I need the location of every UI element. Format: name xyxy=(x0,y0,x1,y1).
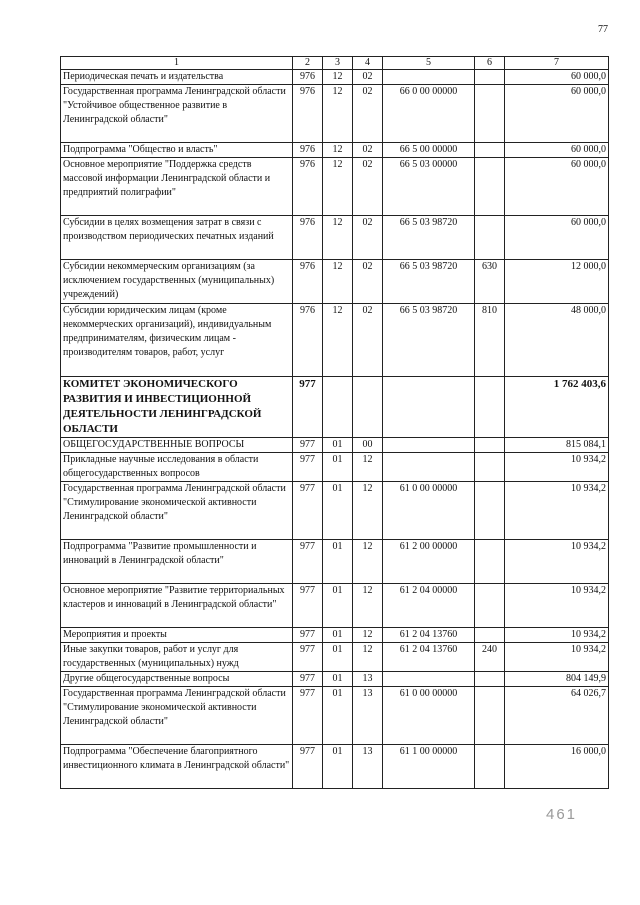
cell-amount: 60 000,0 xyxy=(505,216,609,260)
header-col-5: 5 xyxy=(383,57,475,70)
cell-expense-type xyxy=(475,377,505,438)
header-col-7: 7 xyxy=(505,57,609,70)
cell-target-article: 61 2 00 00000 xyxy=(383,540,475,584)
table-row xyxy=(61,70,609,85)
cell-target-article xyxy=(383,672,475,687)
cell-expense-type xyxy=(475,540,505,584)
cell-name: Государственная программа Ленинградской области "Стимулирование экономической активности Ленинградской области" xyxy=(61,482,293,540)
cell-ministry-code: 976 xyxy=(293,143,323,158)
table-row xyxy=(61,143,609,158)
cell-amount: 10 934,2 xyxy=(505,643,609,672)
cell-ministry-code: 977 xyxy=(293,377,323,438)
table-row xyxy=(61,540,609,584)
cell-ministry-code: 977 xyxy=(293,482,323,540)
cell-section: 01 xyxy=(323,643,353,672)
header-col-2: 2 xyxy=(293,57,323,70)
cell-subsection: 02 xyxy=(353,216,383,260)
cell-section: 01 xyxy=(323,482,353,540)
cell-subsection: 13 xyxy=(353,745,383,789)
cell-target-article xyxy=(383,70,475,85)
cell-ministry-code: 976 xyxy=(293,70,323,85)
table-row xyxy=(61,260,609,304)
cell-expense-type xyxy=(475,482,505,540)
cell-subsection: 00 xyxy=(353,438,383,453)
cell-amount: 10 934,2 xyxy=(505,584,609,628)
cell-name: Субсидии в целях возмещения затрат в связи с производством периодических печатных изданий xyxy=(61,216,293,260)
cell-amount: 12 000,0 xyxy=(505,260,609,304)
cell-expense-type xyxy=(475,453,505,482)
cell-target-article xyxy=(383,377,475,438)
cell-subsection: 12 xyxy=(353,628,383,643)
table-row xyxy=(61,643,609,672)
table-row xyxy=(61,628,609,643)
cell-section: 12 xyxy=(323,304,353,377)
cell-expense-type xyxy=(475,70,505,85)
cell-amount: 16 000,0 xyxy=(505,745,609,789)
cell-section: 12 xyxy=(323,158,353,216)
cell-amount: 60 000,0 xyxy=(505,70,609,85)
cell-target-article: 66 0 00 00000 xyxy=(383,85,475,143)
cell-ministry-code: 977 xyxy=(293,628,323,643)
cell-target-article xyxy=(383,453,475,482)
cell-name: Прикладные научные исследования в области общегосударственных вопросов xyxy=(61,453,293,482)
table-row xyxy=(61,438,609,453)
cell-name: Государственная программа Ленинградской области "Устойчивое общественное развитие в Ленинградской области" xyxy=(61,85,293,143)
cell-subsection: 12 xyxy=(353,482,383,540)
cell-section: 01 xyxy=(323,687,353,745)
cell-name: Периодическая печать и издательства xyxy=(61,70,293,85)
cell-amount: 64 026,7 xyxy=(505,687,609,745)
cell-section: 12 xyxy=(323,216,353,260)
cell-target-article: 61 2 04 00000 xyxy=(383,584,475,628)
cell-amount: 815 084,1 xyxy=(505,438,609,453)
cell-ministry-code: 977 xyxy=(293,453,323,482)
cell-target-article: 66 5 03 98720 xyxy=(383,216,475,260)
cell-name: Мероприятия и проекты xyxy=(61,628,293,643)
table-row xyxy=(61,304,609,377)
cell-expense-type xyxy=(475,85,505,143)
cell-target-article: 66 5 00 00000 xyxy=(383,143,475,158)
cell-section: 01 xyxy=(323,628,353,643)
header-col-3: 3 xyxy=(323,57,353,70)
cell-target-article: 66 5 03 98720 xyxy=(383,304,475,377)
cell-name: КОМИТЕТ ЭКОНОМИЧЕСКОГО РАЗВИТИЯ И ИНВЕСТИЦИОННОЙ ДЕЯТЕЛЬНОСТИ ЛЕНИНГРАДСКОЙ ОБЛАСТИ xyxy=(61,377,293,438)
table-row xyxy=(61,377,609,438)
cell-name: Основное мероприятие "Развитие территориальных кластеров и инноваций в Ленинградской области" xyxy=(61,584,293,628)
header-col-1: 1 xyxy=(61,57,293,70)
table-row xyxy=(61,482,609,540)
cell-section: 01 xyxy=(323,453,353,482)
table-row xyxy=(61,85,609,143)
cell-expense-type xyxy=(475,438,505,453)
cell-amount: 10 934,2 xyxy=(505,453,609,482)
cell-ministry-code: 977 xyxy=(293,438,323,453)
cell-amount: 60 000,0 xyxy=(505,85,609,143)
cell-ministry-code: 977 xyxy=(293,687,323,745)
header-col-6: 6 xyxy=(475,57,505,70)
cell-subsection: 02 xyxy=(353,260,383,304)
cell-expense-type: 810 xyxy=(475,304,505,377)
header-col-4: 4 xyxy=(353,57,383,70)
table-body xyxy=(61,70,609,789)
cell-amount: 60 000,0 xyxy=(505,158,609,216)
cell-target-article: 61 2 04 13760 xyxy=(383,643,475,672)
table-header-row xyxy=(61,57,609,70)
cell-section: 12 xyxy=(323,85,353,143)
cell-expense-type xyxy=(475,143,505,158)
cell-expense-type xyxy=(475,158,505,216)
cell-ministry-code: 976 xyxy=(293,304,323,377)
cell-subsection: 02 xyxy=(353,143,383,158)
cell-target-article: 61 0 00 00000 xyxy=(383,482,475,540)
cell-target-article: 66 5 03 00000 xyxy=(383,158,475,216)
cell-amount: 10 934,2 xyxy=(505,628,609,643)
cell-ministry-code: 976 xyxy=(293,85,323,143)
cell-ministry-code: 977 xyxy=(293,643,323,672)
budget-table xyxy=(60,56,609,789)
cell-ministry-code: 976 xyxy=(293,158,323,216)
cell-section xyxy=(323,377,353,438)
cell-name: Основное мероприятие "Поддержка средств массовой информации Ленинградской области и предприятий полиграфии" xyxy=(61,158,293,216)
table-row xyxy=(61,158,609,216)
cell-expense-type xyxy=(475,745,505,789)
cell-target-article: 66 5 03 98720 xyxy=(383,260,475,304)
cell-subsection: 12 xyxy=(353,584,383,628)
cell-section: 01 xyxy=(323,672,353,687)
table-row xyxy=(61,745,609,789)
cell-ministry-code: 977 xyxy=(293,584,323,628)
cell-subsection xyxy=(353,377,383,438)
cell-section: 01 xyxy=(323,438,353,453)
cell-ministry-code: 977 xyxy=(293,672,323,687)
cell-expense-type xyxy=(475,216,505,260)
cell-subsection: 13 xyxy=(353,672,383,687)
cell-amount: 804 149,9 xyxy=(505,672,609,687)
cell-name: Подпрограмма "Развитие промышленности и инноваций в Ленинградской области" xyxy=(61,540,293,584)
cell-expense-type xyxy=(475,672,505,687)
cell-subsection: 02 xyxy=(353,70,383,85)
table-row xyxy=(61,453,609,482)
cell-name: Другие общегосударственные вопросы xyxy=(61,672,293,687)
cell-expense-type xyxy=(475,687,505,745)
table-row xyxy=(61,672,609,687)
cell-name: Субсидии некоммерческим организациям (за исключением государственных (муниципальных) учреждений) xyxy=(61,260,293,304)
cell-name: ОБЩЕГОСУДАРСТВЕННЫЕ ВОПРОСЫ xyxy=(61,438,293,453)
page-number: 77 xyxy=(598,24,608,35)
cell-subsection: 02 xyxy=(353,85,383,143)
cell-section: 01 xyxy=(323,584,353,628)
cell-ministry-code: 977 xyxy=(293,540,323,584)
cell-name: Подпрограмма "Общество и власть" xyxy=(61,143,293,158)
cell-amount: 48 000,0 xyxy=(505,304,609,377)
cell-name: Субсидии юридическим лицам (кроме некоммерческих организаций), индивидуальным предпринимателям, физическим лицам - производителям товаров, работ, услуг xyxy=(61,304,293,377)
cell-amount: 1 762 403,6 xyxy=(505,377,609,438)
cell-target-article xyxy=(383,438,475,453)
page-stamp: 461 xyxy=(546,806,578,823)
cell-subsection: 02 xyxy=(353,304,383,377)
cell-expense-type xyxy=(475,584,505,628)
cell-ministry-code: 977 xyxy=(293,745,323,789)
cell-expense-type: 630 xyxy=(475,260,505,304)
cell-name: Подпрограмма "Обеспечение благоприятного инвестиционного климата в Ленинградской области" xyxy=(61,745,293,789)
cell-expense-type: 240 xyxy=(475,643,505,672)
cell-name: Государственная программа Ленинградской области "Стимулирование экономической активности Ленинградской области" xyxy=(61,687,293,745)
table-row xyxy=(61,584,609,628)
cell-amount: 60 000,0 xyxy=(505,143,609,158)
cell-target-article: 61 1 00 00000 xyxy=(383,745,475,789)
cell-expense-type xyxy=(475,628,505,643)
cell-section: 12 xyxy=(323,143,353,158)
cell-ministry-code: 976 xyxy=(293,216,323,260)
cell-target-article: 61 0 00 00000 xyxy=(383,687,475,745)
cell-subsection: 12 xyxy=(353,643,383,672)
cell-amount: 10 934,2 xyxy=(505,540,609,584)
cell-subsection: 13 xyxy=(353,687,383,745)
cell-subsection: 12 xyxy=(353,540,383,584)
cell-subsection: 12 xyxy=(353,453,383,482)
cell-amount: 10 934,2 xyxy=(505,482,609,540)
cell-section: 12 xyxy=(323,70,353,85)
cell-target-article: 61 2 04 13760 xyxy=(383,628,475,643)
cell-name: Иные закупки товаров, работ и услуг для государственных (муниципальных) нужд xyxy=(61,643,293,672)
table-row xyxy=(61,216,609,260)
cell-section: 01 xyxy=(323,540,353,584)
cell-section: 12 xyxy=(323,260,353,304)
table-row xyxy=(61,687,609,745)
cell-subsection: 02 xyxy=(353,158,383,216)
cell-section: 01 xyxy=(323,745,353,789)
cell-ministry-code: 976 xyxy=(293,260,323,304)
